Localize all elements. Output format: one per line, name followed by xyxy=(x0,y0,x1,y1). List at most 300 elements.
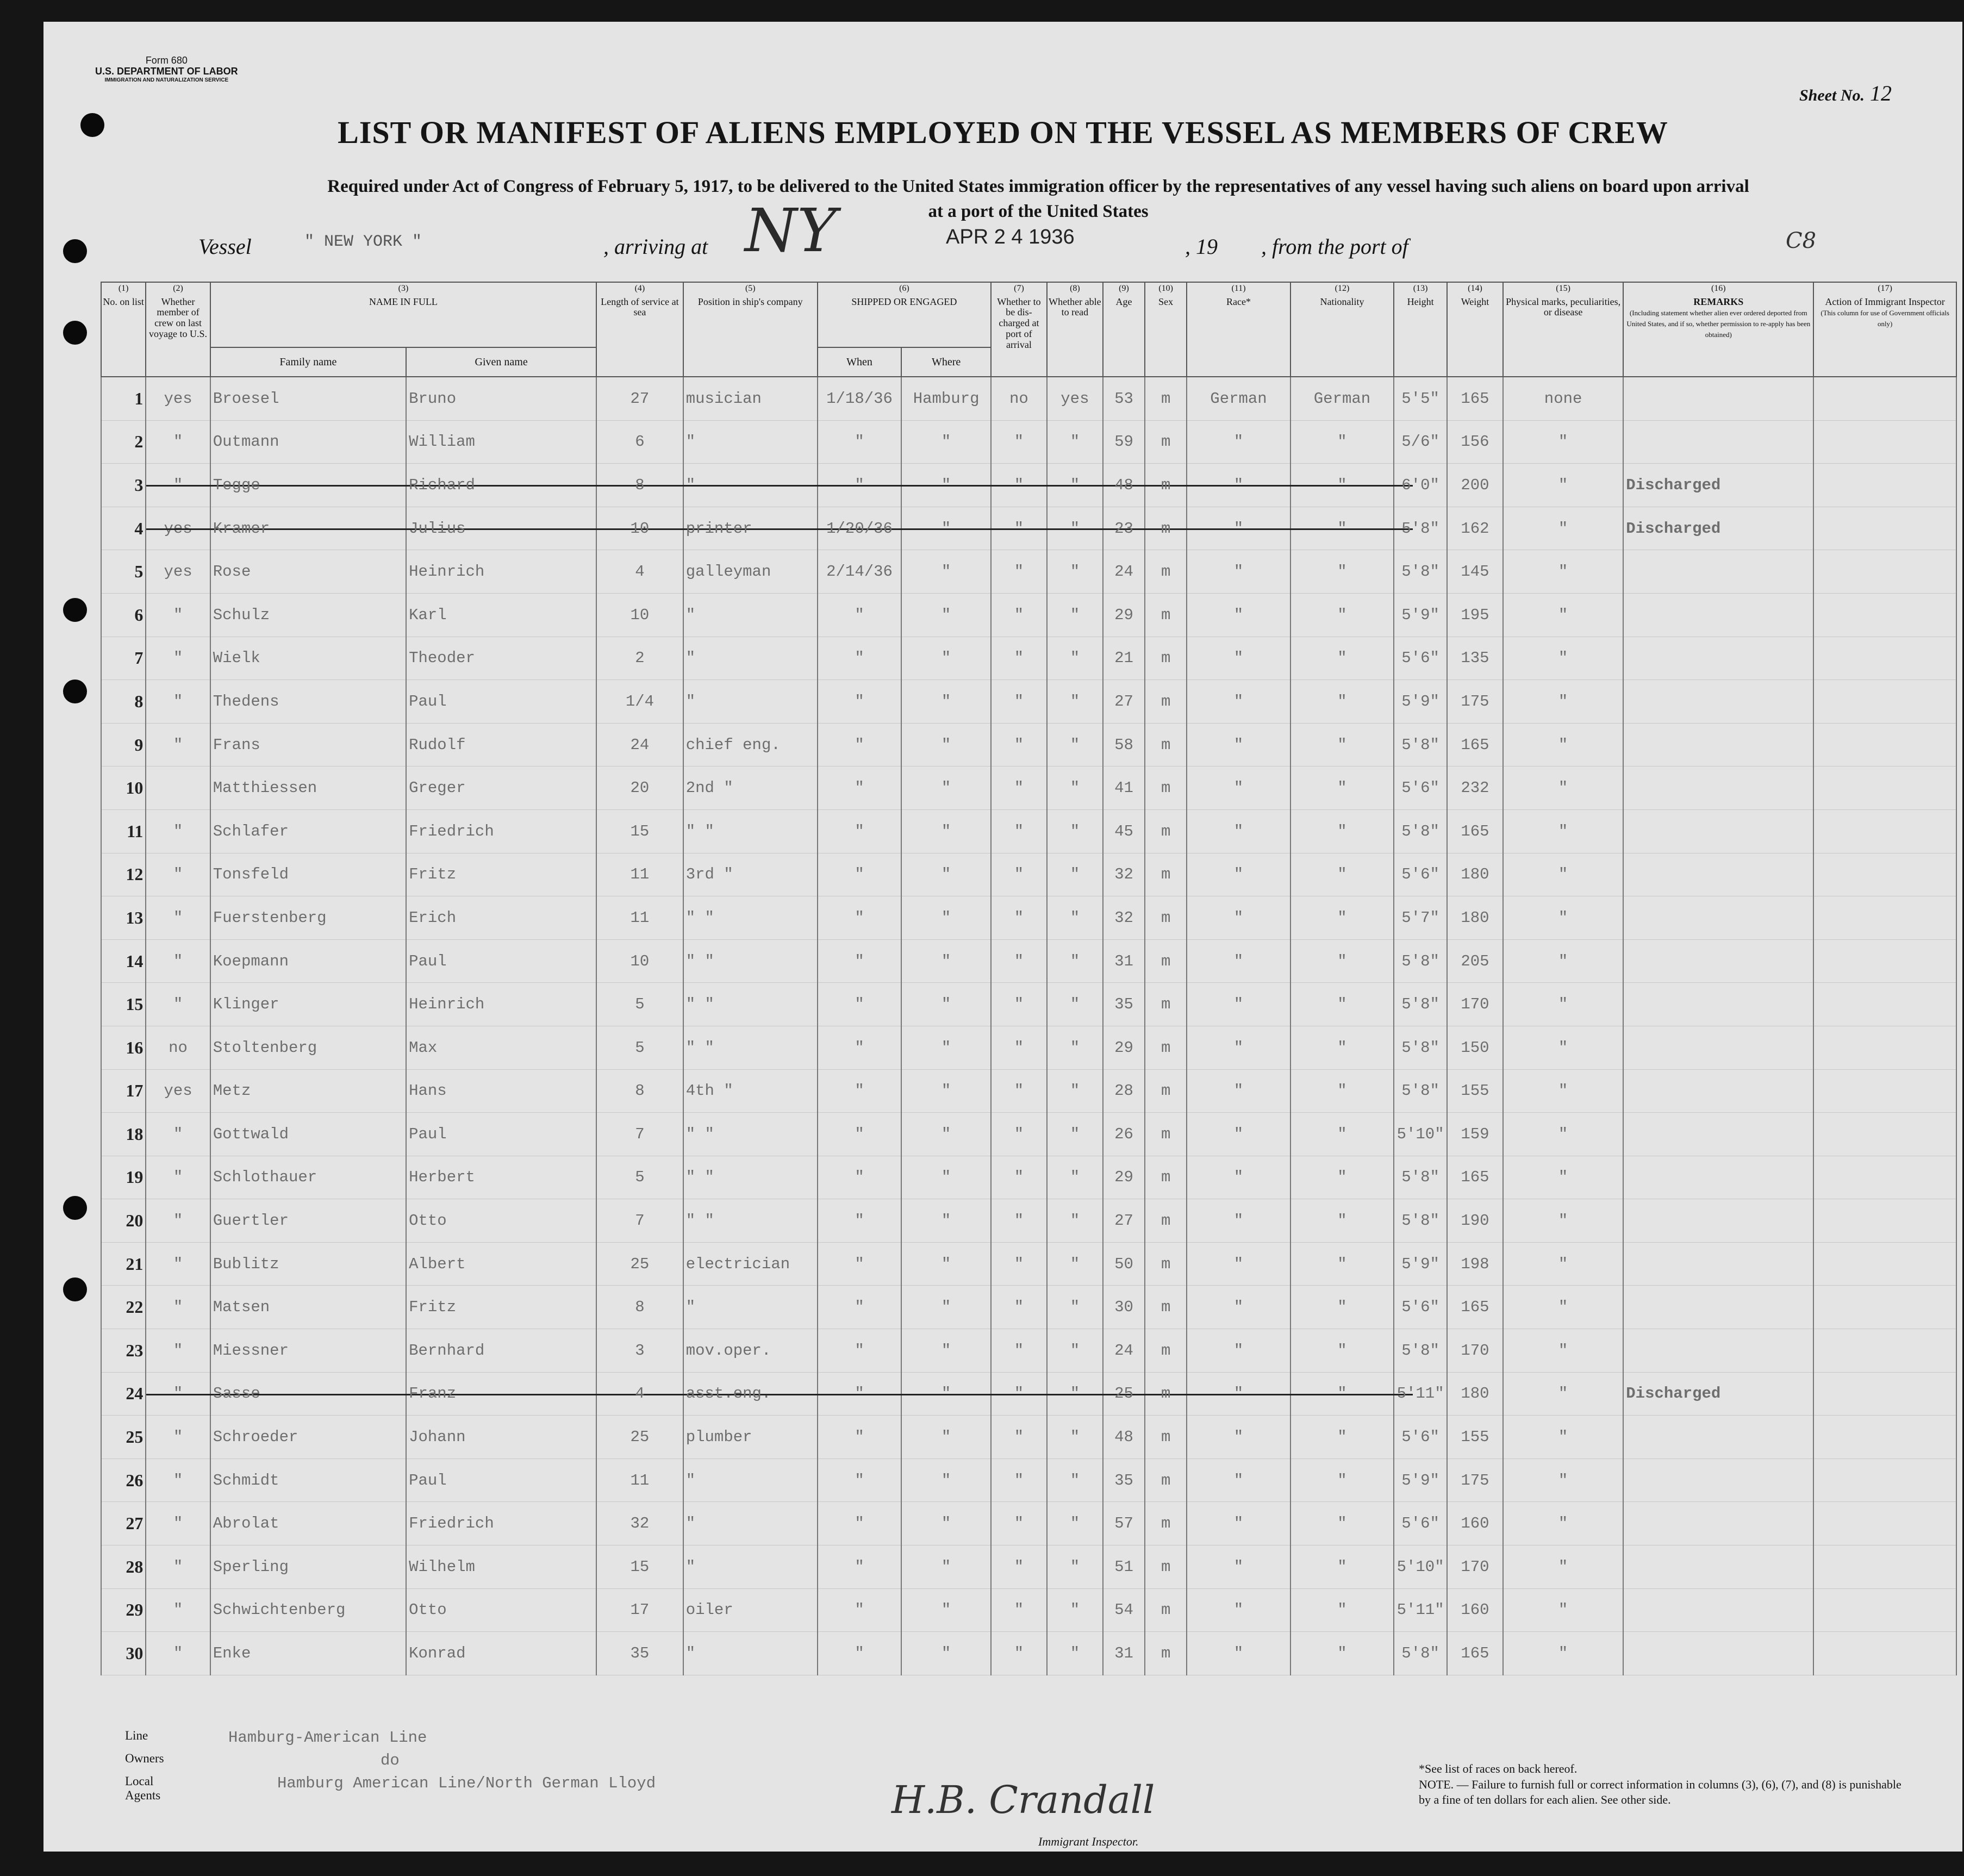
cell-where: " xyxy=(901,1416,991,1459)
cell-position: " " xyxy=(683,1026,818,1069)
cell-race: " xyxy=(1187,896,1290,940)
table-row xyxy=(101,1113,1956,1156)
cell-remarks xyxy=(1623,1113,1813,1156)
cell-race: " xyxy=(1187,1286,1290,1329)
cell-age: 31 xyxy=(1103,1632,1145,1675)
cell-service: 10 xyxy=(596,939,683,983)
cell-marks: " xyxy=(1503,1632,1623,1675)
cell-prev: no xyxy=(146,1026,210,1069)
cell-when: " xyxy=(818,723,901,766)
cell-prev: yes xyxy=(146,507,210,550)
cell-weight: 170 xyxy=(1447,1545,1503,1589)
cell-family: Kramer xyxy=(210,507,406,550)
cell-position: 2nd " xyxy=(683,766,818,810)
cell-nationality: " xyxy=(1290,1588,1394,1632)
cell-nationality: " xyxy=(1290,1286,1394,1329)
cell-discharge: " xyxy=(991,1113,1047,1156)
cell-age: 32 xyxy=(1103,853,1145,896)
cell-height: 5'5" xyxy=(1394,377,1447,420)
cell-position: mov.oper. xyxy=(683,1329,818,1373)
cell-height: 5'11" xyxy=(1394,1372,1447,1416)
cell-no: 9 xyxy=(101,723,146,766)
cell-where: Hamburg xyxy=(901,377,991,420)
cell-position: 4th " xyxy=(683,1069,818,1113)
cell-remarks xyxy=(1623,1416,1813,1459)
cell-when: " xyxy=(818,1026,901,1069)
cell-prev: " xyxy=(146,637,210,680)
table-row xyxy=(101,680,1956,724)
cell-discharge: " xyxy=(991,723,1047,766)
cell-no: 3 xyxy=(101,464,146,507)
cell-position: " " xyxy=(683,1156,818,1199)
cell-age: 35 xyxy=(1103,1459,1145,1502)
cell-prev: " xyxy=(146,1632,210,1675)
cell-when: " xyxy=(818,1416,901,1459)
cell-weight: 165 xyxy=(1447,1156,1503,1199)
cell-position: chief eng. xyxy=(683,723,818,766)
footnote xyxy=(1419,1761,1908,1808)
cell-remarks xyxy=(1623,1286,1813,1329)
cell-service: 32 xyxy=(596,1502,683,1545)
cell-height: 5'8" xyxy=(1394,1156,1447,1199)
cell-service: 4 xyxy=(596,1372,683,1416)
cell-height: 5'8" xyxy=(1394,1069,1447,1113)
print-code: gsf 35 nd. xyxy=(120,1867,148,1875)
cell-where: " xyxy=(901,853,991,896)
cell-when: " xyxy=(818,1372,901,1416)
cell-discharge: " xyxy=(991,593,1047,637)
cell-race: " xyxy=(1187,1545,1290,1589)
page-subtitle xyxy=(169,174,1908,224)
cell-no: 23 xyxy=(101,1329,146,1373)
cell-sex: m xyxy=(1145,1588,1187,1632)
cell-read: " xyxy=(1047,1069,1103,1113)
cell-read: " xyxy=(1047,723,1103,766)
cell-marks: " xyxy=(1503,1416,1623,1459)
table-row xyxy=(101,1286,1956,1329)
cell-weight: 155 xyxy=(1447,1069,1503,1113)
vessel-value: " NEW YORK " xyxy=(304,233,422,251)
cell-read: " xyxy=(1047,1156,1103,1199)
cell-discharge: " xyxy=(991,1156,1047,1199)
cell-marks: none xyxy=(1503,377,1623,420)
col-header-15: (15) Physical marks, peculiarities, or disease xyxy=(1503,282,1623,377)
cell-race: " xyxy=(1187,1502,1290,1545)
cell-when: " xyxy=(818,766,901,810)
cell-weight: 180 xyxy=(1447,853,1503,896)
cell-when: " xyxy=(818,1156,901,1199)
col-header-11: (11) Race* xyxy=(1187,282,1290,377)
cell-action xyxy=(1813,377,1956,420)
cell-remarks xyxy=(1623,1502,1813,1545)
cell-discharge: no xyxy=(991,377,1047,420)
cell-when: " xyxy=(818,809,901,853)
corner-annotation: C8 xyxy=(1786,228,1817,253)
cell-nationality: " xyxy=(1290,766,1394,810)
cell-weight: 232 xyxy=(1447,766,1503,810)
cell-remarks xyxy=(1623,723,1813,766)
cell-no: 15 xyxy=(101,983,146,1026)
cell-height: 5'8" xyxy=(1394,1329,1447,1373)
cell-where: " xyxy=(901,723,991,766)
cell-when: " xyxy=(818,1459,901,1502)
cell-no: 4 xyxy=(101,507,146,550)
cell-where: " xyxy=(901,420,991,464)
cell-nationality: " xyxy=(1290,853,1394,896)
punch-hole xyxy=(63,680,87,703)
cell-sex: m xyxy=(1145,766,1187,810)
cell-family: Frans xyxy=(210,723,406,766)
cell-sex: m xyxy=(1145,593,1187,637)
cell-position: " " xyxy=(683,939,818,983)
cell-where: " xyxy=(901,983,991,1026)
cell-action xyxy=(1813,1329,1956,1373)
cell-given: Erich xyxy=(406,896,596,940)
cell-position: 3rd " xyxy=(683,853,818,896)
cell-discharge: " xyxy=(991,507,1047,550)
cell-weight: 162 xyxy=(1447,507,1503,550)
cell-nationality: " xyxy=(1290,1372,1394,1416)
punch-hole xyxy=(63,1277,87,1301)
cell-family: Schulz xyxy=(210,593,406,637)
col-header-3: (3) NAME IN FULL xyxy=(210,282,596,347)
from-port-label: , from the port of xyxy=(1261,234,1408,259)
cell-height: 5'6" xyxy=(1394,637,1447,680)
table-row xyxy=(101,507,1956,550)
cell-action xyxy=(1813,507,1956,550)
cell-nationality: " xyxy=(1290,464,1394,507)
agents-value: Hamburg American Line/North German Lloyd xyxy=(277,1774,656,1792)
cell-weight: 175 xyxy=(1447,1459,1503,1502)
cell-sex: m xyxy=(1145,637,1187,680)
cell-no: 20 xyxy=(101,1199,146,1243)
cell-weight: 175 xyxy=(1447,680,1503,724)
cell-discharge: " xyxy=(991,1242,1047,1286)
cell-weight: 135 xyxy=(1447,637,1503,680)
cell-age: 24 xyxy=(1103,550,1145,594)
cell-prev: " xyxy=(146,723,210,766)
cell-position: " xyxy=(683,1286,818,1329)
cell-action xyxy=(1813,1069,1956,1113)
table-row xyxy=(101,939,1956,983)
cell-no: 30 xyxy=(101,1632,146,1675)
cell-action xyxy=(1813,766,1956,810)
cell-no: 24 xyxy=(101,1372,146,1416)
cell-sex: m xyxy=(1145,939,1187,983)
cell-given: Bruno xyxy=(406,377,596,420)
cell-action xyxy=(1813,680,1956,724)
cell-service: 6 xyxy=(596,420,683,464)
cell-family: Tegge xyxy=(210,464,406,507)
cell-discharge: " xyxy=(991,1459,1047,1502)
cell-given: Max xyxy=(406,1026,596,1069)
cell-position: " xyxy=(683,637,818,680)
cell-age: 48 xyxy=(1103,464,1145,507)
department-name: U.S. DEPARTMENT OF LABOR xyxy=(95,65,238,77)
cell-weight: 200 xyxy=(1447,464,1503,507)
cell-age: 29 xyxy=(1103,593,1145,637)
cell-where: " xyxy=(901,1329,991,1373)
cell-weight: 145 xyxy=(1447,550,1503,594)
cell-family: Schlafer xyxy=(210,809,406,853)
cell-nationality: " xyxy=(1290,1156,1394,1199)
form-identifier xyxy=(95,55,238,83)
cell-where: " xyxy=(901,896,991,940)
cell-where: " xyxy=(901,1026,991,1069)
cell-race: " xyxy=(1187,1459,1290,1502)
cell-service: 17 xyxy=(596,1588,683,1632)
cell-read: " xyxy=(1047,1372,1103,1416)
cell-race: " xyxy=(1187,1156,1290,1199)
cell-discharge: " xyxy=(991,809,1047,853)
cell-no: 28 xyxy=(101,1545,146,1589)
cell-given: Fritz xyxy=(406,853,596,896)
cell-position: " xyxy=(683,1502,818,1545)
cell-age: 29 xyxy=(1103,1156,1145,1199)
cell-action xyxy=(1813,1545,1956,1589)
cell-age: 30 xyxy=(1103,1286,1145,1329)
cell-service: 25 xyxy=(596,1242,683,1286)
col-header-16: (16) REMARKS (Including statement whether alien ever ordered deported from United States, and if so, whether permission to re-apply has been obtained) xyxy=(1623,282,1813,377)
cell-family: Schroeder xyxy=(210,1416,406,1459)
cell-where: " xyxy=(901,939,991,983)
cell-remarks xyxy=(1623,1026,1813,1069)
table-row xyxy=(101,1242,1956,1286)
cell-prev: " xyxy=(146,1372,210,1416)
cell-height: 5'7" xyxy=(1394,896,1447,940)
cell-no: 2 xyxy=(101,420,146,464)
cell-given: Otto xyxy=(406,1588,596,1632)
cell-when: " xyxy=(818,1588,901,1632)
cell-prev: " xyxy=(146,983,210,1026)
cell-given: Paul xyxy=(406,1459,596,1502)
cell-position: " " xyxy=(683,809,818,853)
schedule-code: Sch. 371 xyxy=(1854,1867,1879,1875)
cell-age: 59 xyxy=(1103,420,1145,464)
table-row xyxy=(101,1632,1956,1675)
cell-height: 5'9" xyxy=(1394,680,1447,724)
owners-value: do xyxy=(381,1752,400,1769)
cell-read: " xyxy=(1047,1416,1103,1459)
cell-given: Karl xyxy=(406,593,596,637)
cell-service: 2 xyxy=(596,637,683,680)
cell-marks: " xyxy=(1503,1156,1623,1199)
cell-read: " xyxy=(1047,637,1103,680)
cell-service: 7 xyxy=(596,1199,683,1243)
cell-discharge: " xyxy=(991,1329,1047,1373)
col-header-2: (2) Whether member of crew on last voyage to U.S. xyxy=(146,282,210,377)
cell-race: " xyxy=(1187,464,1290,507)
cell-marks: " xyxy=(1503,1372,1623,1416)
cell-age: 25 xyxy=(1103,1372,1145,1416)
cell-sex: m xyxy=(1145,680,1187,724)
table-row xyxy=(101,1545,1956,1589)
cell-remarks xyxy=(1623,680,1813,724)
cell-age: 26 xyxy=(1103,1113,1145,1156)
cell-marks: " xyxy=(1503,1069,1623,1113)
cell-weight: 159 xyxy=(1447,1113,1503,1156)
cell-nationality: " xyxy=(1290,1329,1394,1373)
cell-age: 54 xyxy=(1103,1588,1145,1632)
cell-read: " xyxy=(1047,1199,1103,1243)
cell-read: " xyxy=(1047,1329,1103,1373)
cell-nationality: " xyxy=(1290,809,1394,853)
cell-position: plumber xyxy=(683,1416,818,1459)
cell-marks: " xyxy=(1503,723,1623,766)
table-row xyxy=(101,420,1956,464)
table-row xyxy=(101,1372,1956,1416)
cell-family: Enke xyxy=(210,1632,406,1675)
cell-position: " xyxy=(683,1459,818,1502)
cell-remarks xyxy=(1623,983,1813,1026)
cell-weight: 155 xyxy=(1447,1416,1503,1459)
cell-weight: 150 xyxy=(1447,1026,1503,1069)
cell-when: " xyxy=(818,680,901,724)
cell-where: " xyxy=(901,507,991,550)
cell-remarks xyxy=(1623,1632,1813,1675)
cell-action xyxy=(1813,1588,1956,1632)
cell-race: " xyxy=(1187,1242,1290,1286)
cell-weight: 160 xyxy=(1447,1502,1503,1545)
cell-nationality: " xyxy=(1290,637,1394,680)
cell-no: 27 xyxy=(101,1502,146,1545)
cell-sex: m xyxy=(1145,853,1187,896)
cell-family: Tonsfeld xyxy=(210,853,406,896)
cell-prev: yes xyxy=(146,1069,210,1113)
cell-nationality: " xyxy=(1290,983,1394,1026)
cell-when: " xyxy=(818,1286,901,1329)
cell-marks: " xyxy=(1503,1026,1623,1069)
cell-race: " xyxy=(1187,637,1290,680)
cell-given: Johann xyxy=(406,1416,596,1459)
cell-prev: " xyxy=(146,1588,210,1632)
cell-no: 18 xyxy=(101,1113,146,1156)
cell-action xyxy=(1813,853,1956,896)
cell-read: " xyxy=(1047,896,1103,940)
cell-nationality: " xyxy=(1290,1026,1394,1069)
cell-marks: " xyxy=(1503,1545,1623,1589)
cell-height: 5'9" xyxy=(1394,1459,1447,1502)
cell-action xyxy=(1813,1199,1956,1243)
col-header-where: Where xyxy=(901,347,991,377)
cell-race: " xyxy=(1187,723,1290,766)
cell-service: 7 xyxy=(596,1113,683,1156)
cell-height: 5'6" xyxy=(1394,1502,1447,1545)
cell-position: " " xyxy=(683,983,818,1026)
cell-marks: " xyxy=(1503,939,1623,983)
cell-action xyxy=(1813,1416,1956,1459)
cell-action xyxy=(1813,1502,1956,1545)
table-row xyxy=(101,983,1956,1026)
cell-service: 24 xyxy=(596,723,683,766)
col-header-6: (6) SHIPPED OR ENGAGED xyxy=(818,282,991,347)
cell-sex: m xyxy=(1145,1113,1187,1156)
cell-no: 12 xyxy=(101,853,146,896)
manifest-page xyxy=(43,22,1962,1875)
cell-action xyxy=(1813,637,1956,680)
table-row xyxy=(101,1026,1956,1069)
cell-family: Miessner xyxy=(210,1329,406,1373)
cell-when: " xyxy=(818,637,901,680)
cell-action xyxy=(1813,1632,1956,1675)
cell-remarks xyxy=(1623,1156,1813,1199)
table-row xyxy=(101,1588,1956,1632)
cell-weight: 156 xyxy=(1447,420,1503,464)
cell-sex: m xyxy=(1145,1069,1187,1113)
cell-remarks xyxy=(1623,1242,1813,1286)
cell-no: 19 xyxy=(101,1156,146,1199)
cell-nationality: " xyxy=(1290,680,1394,724)
col-header-14: (14) Weight xyxy=(1447,282,1503,377)
cell-family: Wielk xyxy=(210,637,406,680)
cell-read: " xyxy=(1047,550,1103,594)
cell-age: 23 xyxy=(1103,507,1145,550)
cell-service: 4 xyxy=(596,550,683,594)
cell-prev: " xyxy=(146,939,210,983)
cell-race: " xyxy=(1187,550,1290,594)
cell-nationality: " xyxy=(1290,1632,1394,1675)
cell-position: electrician xyxy=(683,1242,818,1286)
cell-height: 6'0" xyxy=(1394,464,1447,507)
cell-marks: " xyxy=(1503,1459,1623,1502)
cell-race: " xyxy=(1187,1199,1290,1243)
cell-read: " xyxy=(1047,1242,1103,1286)
cell-age: 53 xyxy=(1103,377,1145,420)
cell-action xyxy=(1813,1286,1956,1329)
cell-marks: " xyxy=(1503,593,1623,637)
cell-read: " xyxy=(1047,1026,1103,1069)
cell-sex: m xyxy=(1145,1329,1187,1373)
cell-family: Fuerstenberg xyxy=(210,896,406,940)
date-stamp: APR 2 4 1936 xyxy=(946,226,1075,248)
cell-prev: " xyxy=(146,593,210,637)
cell-age: 21 xyxy=(1103,637,1145,680)
cell-given: Herbert xyxy=(406,1156,596,1199)
cell-read: " xyxy=(1047,1588,1103,1632)
cell-height: 5'8" xyxy=(1394,809,1447,853)
cell-prev: " xyxy=(146,680,210,724)
cell-prev: " xyxy=(146,420,210,464)
line-label: Line xyxy=(125,1729,148,1742)
cell-when: " xyxy=(818,464,901,507)
cell-sex: m xyxy=(1145,896,1187,940)
table-row xyxy=(101,1199,1956,1243)
cell-discharge: " xyxy=(991,1416,1047,1459)
cell-position: " xyxy=(683,1632,818,1675)
cell-age: 48 xyxy=(1103,1416,1145,1459)
cell-nationality: German xyxy=(1290,377,1394,420)
cell-read: " xyxy=(1047,593,1103,637)
cell-marks: " xyxy=(1503,983,1623,1026)
cell-race: " xyxy=(1187,507,1290,550)
cell-marks: " xyxy=(1503,766,1623,810)
agents-label: Local Agents xyxy=(125,1774,161,1802)
cell-remarks xyxy=(1623,550,1813,594)
cell-where: " xyxy=(901,1502,991,1545)
cell-position: " xyxy=(683,593,818,637)
cell-read: " xyxy=(1047,420,1103,464)
cell-marks: " xyxy=(1503,1502,1623,1545)
cell-given: Paul xyxy=(406,939,596,983)
cell-service: 11 xyxy=(596,853,683,896)
cell-height: 5'8" xyxy=(1394,983,1447,1026)
cell-sex: m xyxy=(1145,1459,1187,1502)
cell-discharge: " xyxy=(991,1372,1047,1416)
cell-action xyxy=(1813,1026,1956,1069)
cell-height: 5'8" xyxy=(1394,723,1447,766)
cell-remarks xyxy=(1623,1459,1813,1502)
cell-discharge: " xyxy=(991,464,1047,507)
